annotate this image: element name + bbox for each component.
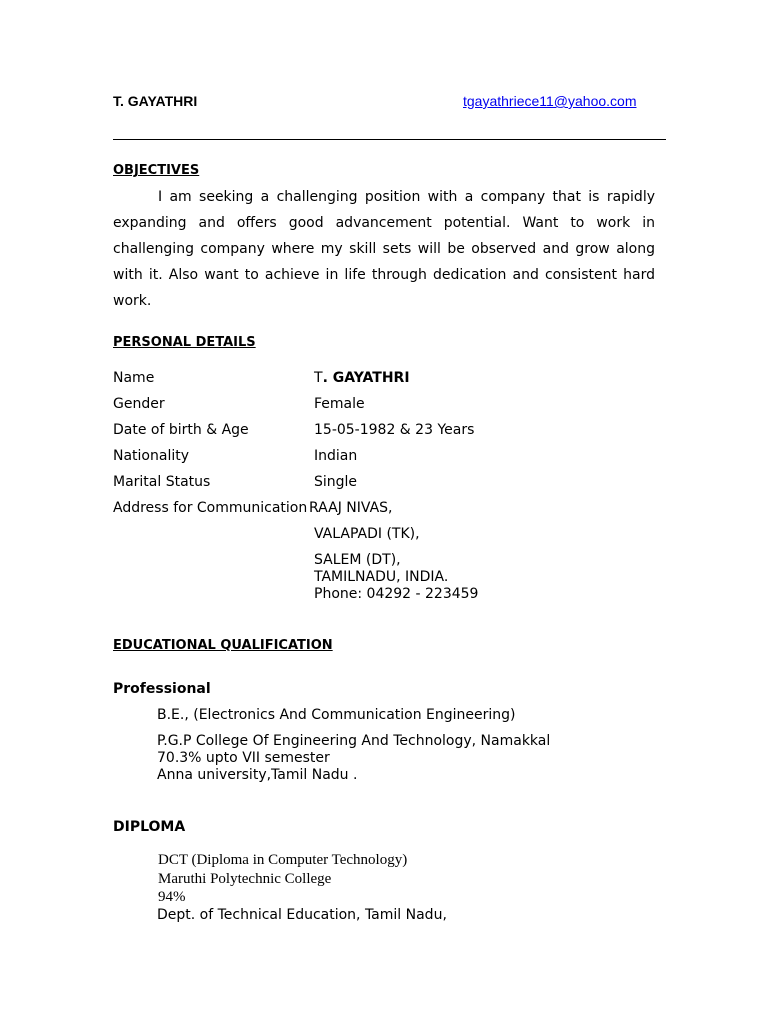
name-value-rest: . GAYATHRI xyxy=(322,370,410,386)
candidate-name: T. GAYATHRI xyxy=(113,93,198,109)
email-link[interactable]: tgayathriece11@yahoo.com xyxy=(463,93,637,109)
education-heading: EDUCATIONAL QUALIFICATION xyxy=(113,638,333,653)
diploma-heading: DIPLOMA xyxy=(113,819,186,835)
address-line-2: VALAPADI (TK), xyxy=(314,526,420,542)
diploma-board: Dept. of Technical Education, Tamil Nadu, xyxy=(157,907,447,923)
marital-label: Marital Status xyxy=(113,474,211,490)
degree-line: B.E., (Electronics And Communication Engineering) xyxy=(157,707,516,723)
address-line-1: RAAJ NIVAS, xyxy=(309,500,393,516)
nationality-value: Indian xyxy=(314,448,358,464)
professional-heading: Professional xyxy=(113,681,211,697)
dob-label: Date of birth & Age xyxy=(113,422,249,438)
name-label: Name xyxy=(113,370,155,386)
objective-text: I am seeking a challenging position with a company that is rapidly expanding and offers good advancement potential. Want to work in challenging company where my skill sets will be observed and grow along with it. Also want to achieve in life through dedication and consistent hard work. xyxy=(113,189,655,309)
score-line: 70.3% upto VII semester xyxy=(157,750,330,766)
gender-value: Female xyxy=(314,396,365,412)
gender-label: Gender xyxy=(113,396,165,412)
nationality-label: Nationality xyxy=(113,448,190,464)
college-line: P.G.P College Of Engineering And Technology, Namakkal xyxy=(157,733,551,749)
personal-details-heading: PERSONAL DETAILS xyxy=(113,335,256,350)
address-line-3: SALEM (DT), xyxy=(314,552,401,568)
address-label: Address for Communication xyxy=(113,500,308,516)
objectives-heading: OBJECTIVES xyxy=(113,163,200,178)
phone-line: Phone: 04292 - 223459 xyxy=(314,586,479,602)
diploma-course: DCT (Diploma in Computer Technology) xyxy=(158,852,408,868)
header-divider xyxy=(113,139,666,140)
diploma-score: 94% xyxy=(158,889,186,905)
name-value-prefix: T xyxy=(314,370,323,386)
dob-value: 15-05-1982 & 23 Years xyxy=(314,422,475,438)
name-value xyxy=(314,370,410,386)
marital-value: Single xyxy=(314,474,358,490)
university-line: Anna university,Tamil Nadu . xyxy=(157,767,358,783)
diploma-college: Maruthi Polytechnic College xyxy=(158,871,332,887)
address-line-4: TAMILNADU, INDIA. xyxy=(314,569,449,585)
